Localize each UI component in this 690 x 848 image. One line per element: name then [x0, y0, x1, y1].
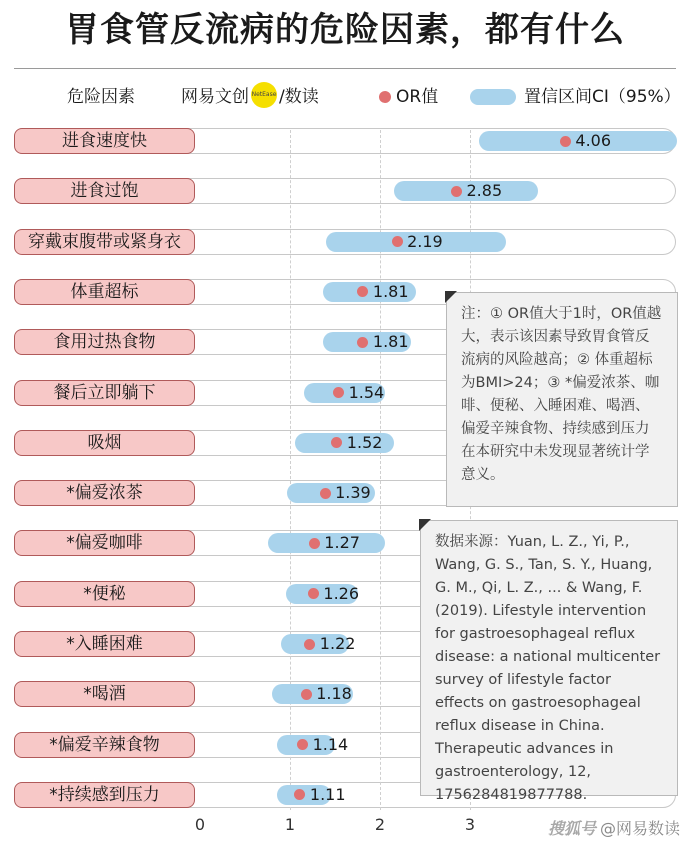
factor-label: *喝酒	[14, 681, 195, 707]
or-point	[392, 236, 403, 247]
or-point	[560, 136, 571, 147]
note-text: 注：① OR值大于1时，OR值越大，表示该因素导致胃食管反流病的风险越高；② 体重超标为BMI>24；③ *偏爱浓茶、咖啡、便秘、入睡困难、喝酒、偏爱辛辣食物、持续感到压力在本研究中未发现显著统计学意义。	[461, 306, 662, 483]
or-value-label: 1.11	[309, 784, 346, 804]
factor-label: 穿戴束腹带或紧身衣	[14, 229, 195, 255]
publisher-logo	[181, 84, 319, 110]
source-text: 数据来源：Yuan, L. Z., Yi, P., Wang, G. S., Tan, S. Y., Huang, G. M., Qi, L. Z., ... & Wang, F. (2019). Lifestyle intervention for gastroesophageal reflux disease: a national multicenter survey of lifestyle factor effects on gastroesophageal reflux disease in China. Therapeutic advances in gastroenterology, 12, 1756284819877788.	[435, 534, 661, 803]
factor-label: *偏爱浓茶	[14, 480, 195, 506]
watermark	[548, 816, 680, 839]
or-point	[308, 588, 319, 599]
legend-or-swatch	[379, 91, 391, 103]
logo-badge: NetEase	[251, 82, 277, 108]
logo-text-right: /数读	[279, 87, 319, 107]
or-point	[301, 689, 312, 700]
legend-or-label: OR值	[396, 87, 439, 107]
page-title: 胃食管反流病的危险因素，都有什么	[65, 10, 625, 50]
factor-label: *持续感到压力	[14, 782, 195, 808]
or-value-label: 2.19	[407, 231, 443, 251]
source-corner-marker	[419, 519, 431, 531]
or-point	[309, 538, 320, 549]
x-tick-label: 0	[194, 815, 206, 834]
factor-label: *便秘	[14, 581, 195, 607]
or-value-label: 1.26	[323, 583, 360, 603]
or-value-label: 1.22	[319, 634, 356, 653]
or-value-label: 1.39	[335, 483, 371, 503]
or-value-label: 1.81	[372, 332, 409, 352]
legend-ci-label: 置信区间CI（95%）	[524, 87, 681, 107]
source-box	[420, 520, 678, 803]
factor-label: *偏爱咖啡	[14, 530, 195, 556]
x-tick-label: 3	[464, 815, 476, 834]
or-value-label: 1.81	[372, 281, 409, 301]
ci-bar	[394, 181, 538, 201]
legend-ci-swatch	[470, 89, 516, 105]
watermark-brand: 搜狐号	[547, 819, 596, 838]
x-tick-label: 1	[284, 815, 296, 834]
factor-label: *入睡困难	[14, 631, 195, 657]
or-value-label: 1.14	[312, 734, 349, 754]
or-point	[304, 639, 315, 650]
or-point	[451, 186, 462, 197]
or-value-label: 1.18	[316, 684, 352, 704]
factor-label: 吸烟	[14, 430, 195, 456]
factor-label: 体重超标	[14, 279, 195, 305]
or-value-label: 1.52	[346, 432, 383, 452]
legend-factor-header: 危险因素	[67, 87, 135, 107]
title-divider	[14, 68, 676, 69]
factor-label: 进食过饱	[14, 178, 195, 204]
or-value-label: 1.54	[348, 382, 385, 402]
factor-label: *偏爱辛辣食物	[14, 732, 195, 758]
note-box	[446, 292, 678, 507]
watermark-text: @网易数读	[599, 819, 680, 838]
or-value-label: 4.06	[575, 131, 612, 150]
or-point	[320, 488, 331, 499]
note-corner-marker	[445, 291, 457, 303]
factor-label: 进食速度快	[14, 128, 195, 154]
factor-label: 餐后立即躺下	[14, 380, 195, 406]
or-value-label: 1.27	[324, 533, 360, 553]
factor-label: 食用过热食物	[14, 329, 195, 355]
gridline	[290, 130, 291, 810]
x-tick-label: 2	[374, 815, 386, 834]
logo-text-left: 网易文创	[181, 87, 249, 107]
or-value-label: 2.85	[466, 181, 503, 201]
